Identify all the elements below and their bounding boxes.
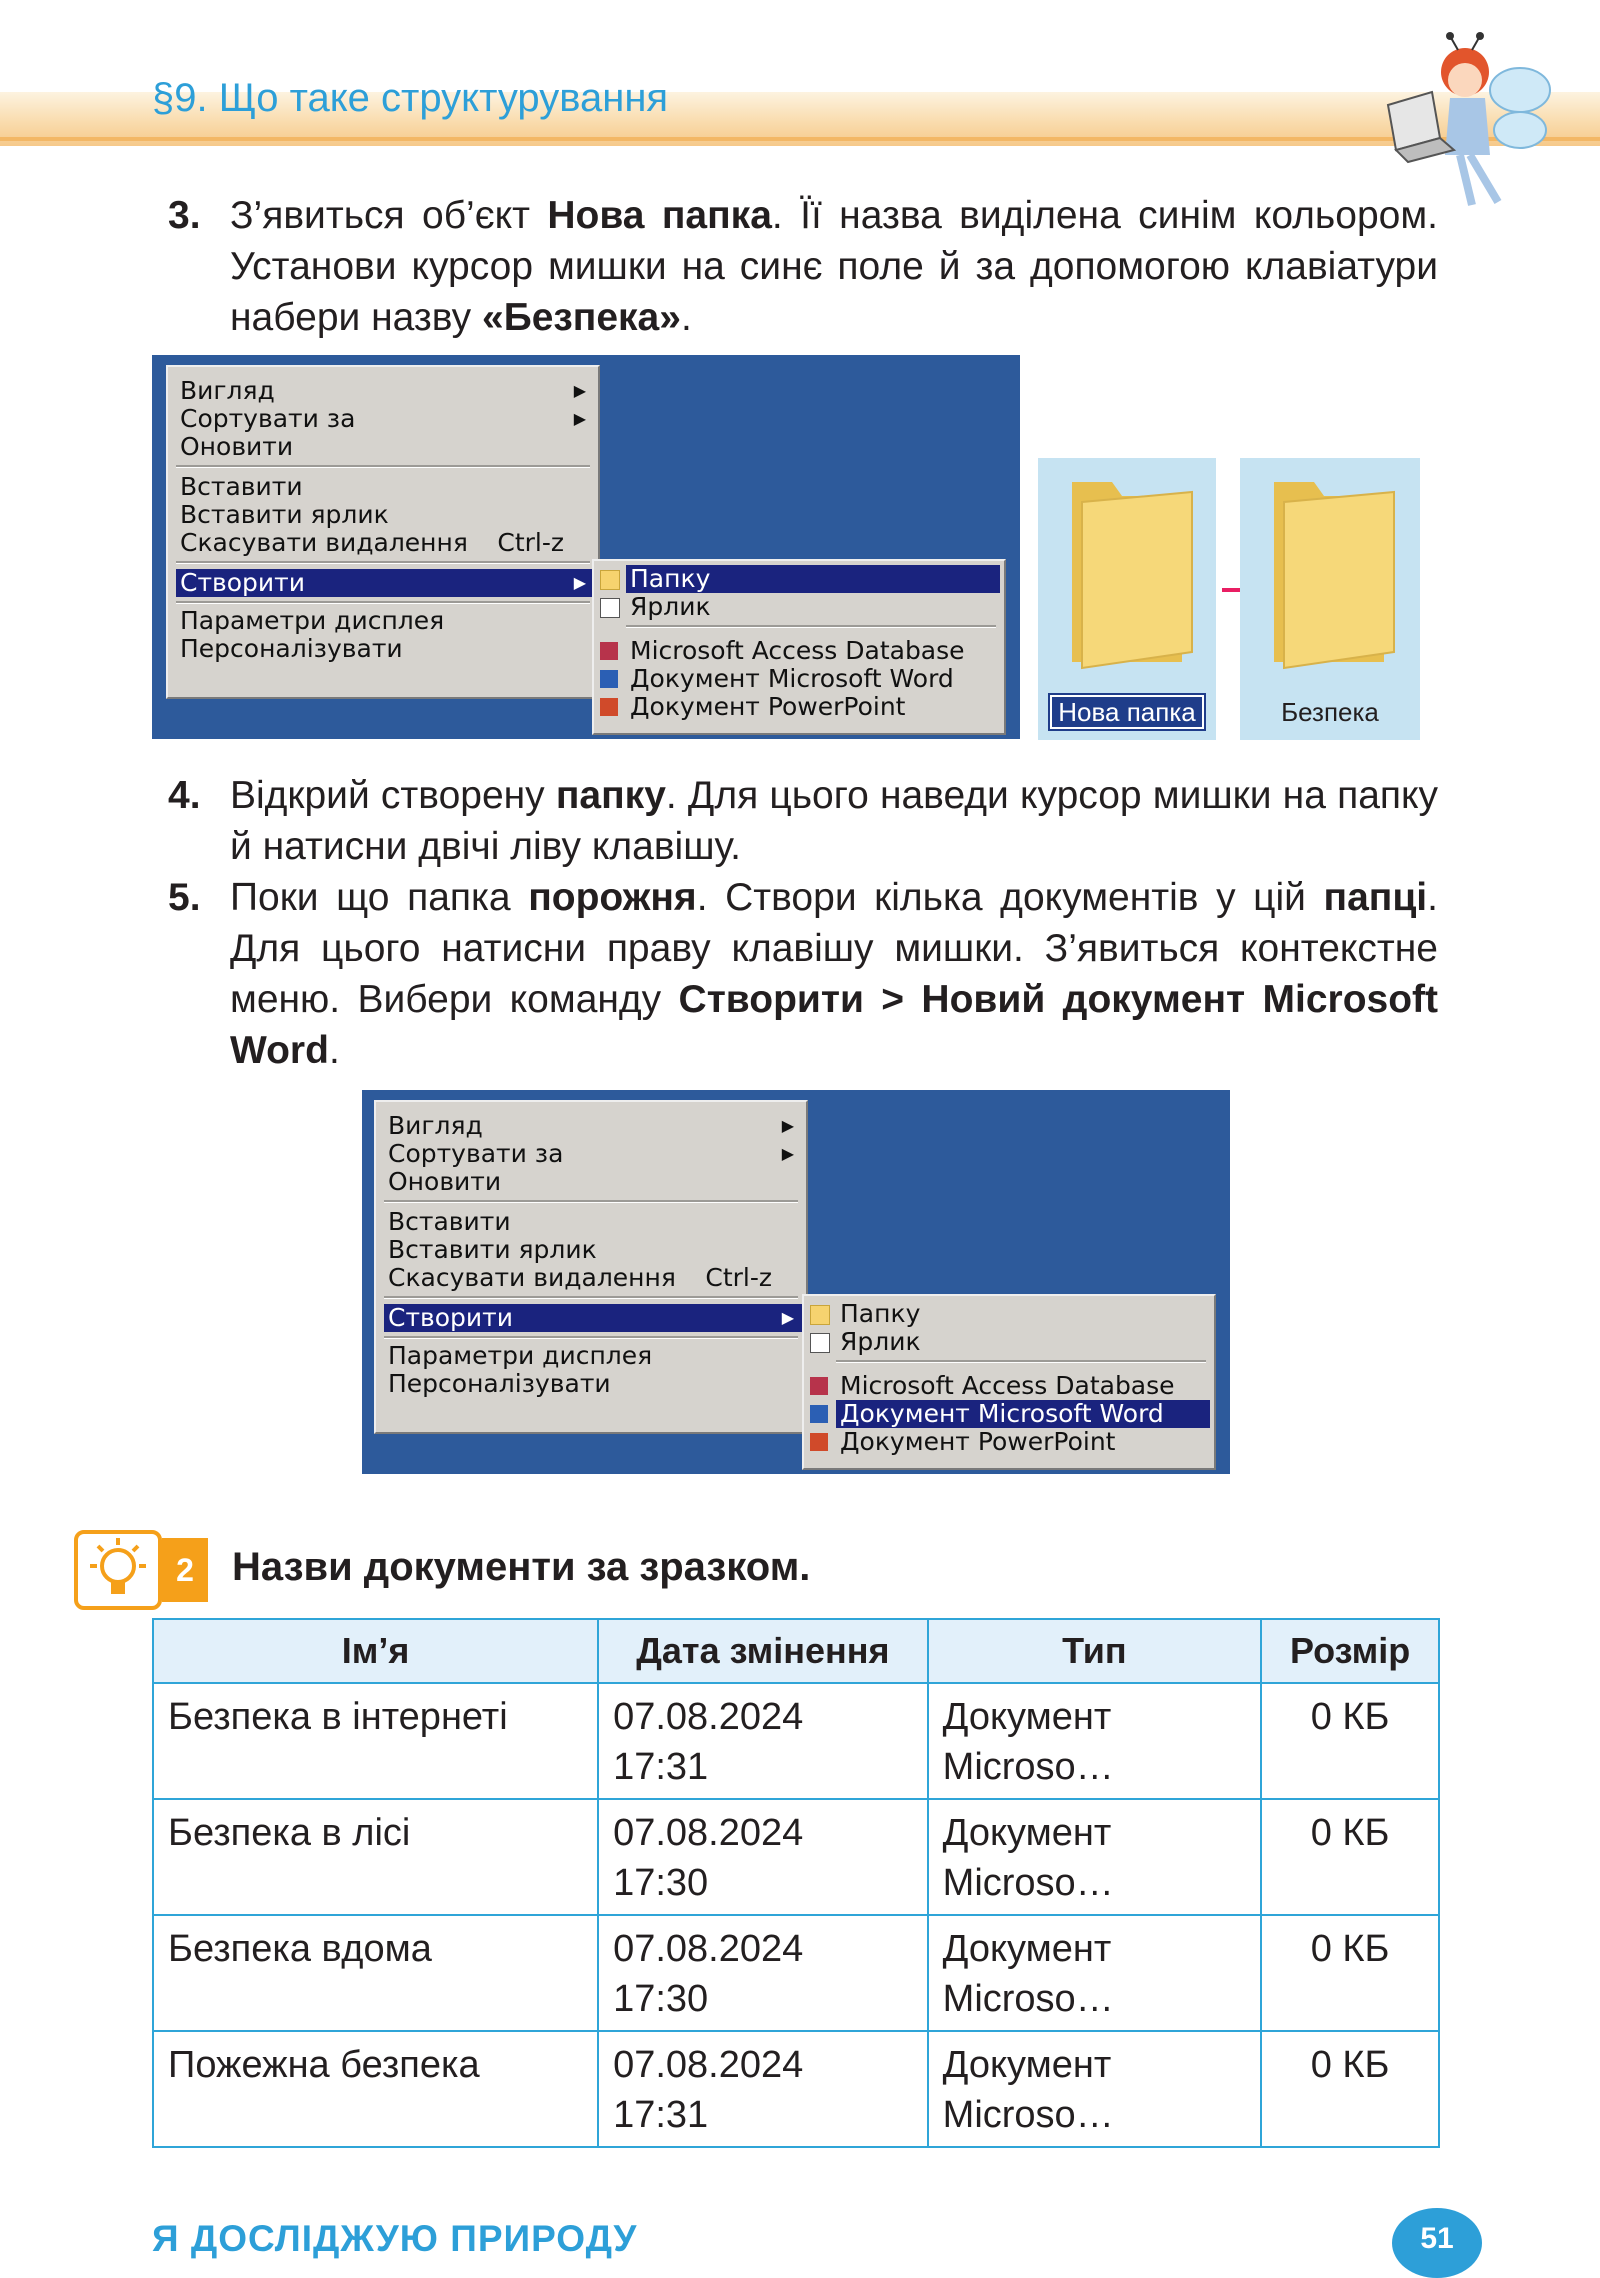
file-name: Безпека в інтернеті (153, 1683, 598, 1799)
powerpoint-icon (600, 698, 618, 716)
menu-item-display-settings[interactable]: Параметри дисплея (388, 1341, 653, 1370)
folder-icon (1052, 472, 1202, 672)
table-row[interactable] (153, 1683, 1439, 1799)
task-title: Назви документи за зразком. (232, 1545, 811, 1589)
context-menu (374, 1100, 808, 1434)
submenu-item-word-doc[interactable]: Документ Microsoft Word (626, 665, 1000, 693)
folder-icon (1254, 472, 1404, 672)
menu-separator (176, 561, 590, 564)
shortcut-icon (810, 1333, 830, 1353)
step-number: 4. (168, 774, 201, 817)
menu-item-personalize[interactable]: Персоналізувати (180, 634, 403, 663)
file-size: 0 КБ (1261, 1683, 1439, 1799)
submenu-item-powerpoint-doc[interactable]: Документ PowerPoint (626, 693, 1000, 721)
menu-item-undo-delete[interactable]: Скасувати видалення Ctrl-z (180, 528, 564, 557)
file-name: Безпека в лісі (153, 1799, 598, 1915)
menu-separator (836, 1360, 1206, 1363)
submenu-item-folder[interactable]: Папку (626, 565, 1000, 593)
submenu-item-shortcut[interactable]: Ярлик (626, 593, 1000, 621)
menu-item-refresh[interactable]: Оновити (388, 1167, 502, 1196)
menu-item-undo-delete[interactable]: Скасувати видалення Ctrl-z (388, 1263, 772, 1292)
file-date: 07.08.2024 17:30 (598, 1915, 928, 2031)
context-menu (166, 365, 600, 699)
step-text: Поки що папка порожня. Створи кілька документів у цій папці. Для цього натисни праву клавішу мишки. З’явиться контекстне меню. Вибери команду Створити > Новий документ Microsoft Word. (230, 876, 1439, 1072)
word-icon (600, 670, 618, 688)
step-3 (168, 190, 1438, 343)
desktop-screenshot-1 (152, 355, 1020, 739)
step-number: 3. (168, 194, 201, 237)
folder-name: Безпека (1281, 697, 1379, 727)
renamed-folder-tile[interactable] (1240, 458, 1420, 740)
step-text: З’явиться об’єкт Нова папка. Її назва виділена синім кольором. Установи курсор мишки на синє поле й за допомогою клавіатури набери назву «Безпека». (230, 194, 1438, 339)
table-header-row (153, 1619, 1439, 1683)
section-title: §9. Що таке структурування (152, 76, 669, 120)
menu-separator (626, 625, 996, 628)
menu-separator (384, 1296, 798, 1299)
file-date: 07.08.2024 17:31 (598, 1683, 928, 1799)
header-rule (0, 137, 1600, 141)
step-5 (168, 872, 1438, 1076)
folder-name-selected[interactable]: Нова папка (1050, 695, 1203, 729)
file-size: 0 КБ (1261, 1799, 1439, 1915)
submenu-item-access-db[interactable]: Microsoft Access Database (626, 637, 1000, 665)
folder-icon (600, 570, 620, 590)
file-type: Документ Microso… (928, 1799, 1262, 1915)
file-name: Пожежна безпека (153, 2031, 598, 2147)
shortcut-hint: Ctrl-z (705, 1263, 772, 1292)
menu-item-paste[interactable]: Вставити (388, 1207, 511, 1236)
menu-separator (176, 465, 590, 468)
submenu-arrow-icon: ▶ (781, 1116, 794, 1135)
footer-section-name: Я ДОСЛІДЖУЮ ПРИРОДУ (152, 2218, 638, 2259)
shortcut-icon (600, 598, 620, 618)
shortcut-hint: Ctrl-z (497, 528, 564, 557)
submenu-item-powerpoint-doc[interactable]: Документ PowerPoint (836, 1428, 1210, 1456)
submenu-arrow-icon: ▶ (573, 409, 586, 428)
files-table (152, 1618, 1440, 2148)
menu-item-display-settings[interactable]: Параметри дисплея (180, 606, 445, 635)
file-date: 07.08.2024 17:30 (598, 1799, 928, 1915)
submenu-arrow-icon: ▶ (781, 1308, 794, 1327)
folder-icon (810, 1305, 830, 1325)
column-header-date[interactable]: Дата змінення (598, 1619, 928, 1683)
page-number: 51 (1392, 2208, 1482, 2278)
fairy-mascot-icon (1370, 30, 1560, 210)
file-date: 07.08.2024 17:31 (598, 2031, 928, 2147)
menu-item-paste[interactable]: Вставити (180, 472, 303, 501)
table-row[interactable] (153, 1915, 1439, 2031)
column-header-type[interactable]: Тип (928, 1619, 1262, 1683)
menu-item-sort[interactable]: Сортувати за ▶ (180, 404, 586, 433)
lightbulb-icon (74, 1530, 162, 1610)
column-header-name[interactable]: Ім’я (153, 1619, 598, 1683)
file-type: Документ Microso… (928, 1683, 1262, 1799)
file-size: 0 КБ (1261, 2031, 1439, 2147)
step-text: Відкрий створену папку. Для цього наведи курсор мишки на папку й натисни двічі ліву клавішу. (230, 774, 1439, 868)
file-type: Документ Microso… (928, 2031, 1262, 2147)
word-icon (810, 1405, 828, 1423)
step-4 (168, 770, 1438, 872)
menu-item-paste-shortcut[interactable]: Вставити ярлик (180, 500, 389, 529)
desktop-screenshot-2 (362, 1090, 1230, 1474)
menu-separator (384, 1200, 798, 1203)
submenu-arrow-icon: ▶ (573, 573, 586, 592)
file-name: Безпека вдома (153, 1915, 598, 2031)
table-row[interactable] (153, 1799, 1439, 1915)
menu-item-view[interactable]: Вигляд ▶ (388, 1111, 794, 1140)
menu-item-paste-shortcut[interactable]: Вставити ярлик (388, 1235, 597, 1264)
menu-item-sort[interactable]: Сортувати за ▶ (388, 1139, 794, 1168)
create-submenu (592, 559, 1006, 735)
menu-separator (384, 1336, 798, 1339)
table-row[interactable] (153, 2031, 1439, 2147)
submenu-item-word-doc[interactable]: Документ Microsoft Word (836, 1400, 1210, 1428)
powerpoint-icon (810, 1433, 828, 1451)
menu-item-view[interactable]: Вигляд ▶ (180, 376, 586, 405)
submenu-item-access-db[interactable]: Microsoft Access Database (836, 1372, 1210, 1400)
create-submenu (802, 1294, 1216, 1470)
submenu-arrow-icon: ▶ (781, 1144, 794, 1163)
menu-item-personalize[interactable]: Персоналізувати (388, 1369, 611, 1398)
submenu-item-shortcut[interactable]: Ярлик (836, 1328, 1210, 1356)
submenu-arrow-icon: ▶ (573, 381, 586, 400)
file-size: 0 КБ (1261, 1915, 1439, 2031)
task-badge (74, 1530, 208, 1610)
task-number: 2 (162, 1538, 208, 1602)
access-icon (810, 1377, 828, 1395)
step-number: 5. (168, 876, 201, 919)
submenu-item-folder[interactable]: Папку (836, 1300, 1210, 1328)
menu-item-create[interactable]: Створити ▶ (176, 569, 594, 597)
file-type: Документ Microso… (928, 1915, 1262, 2031)
menu-separator (176, 601, 590, 604)
access-icon (600, 642, 618, 660)
menu-item-refresh[interactable]: Оновити (180, 432, 294, 461)
column-header-size[interactable]: Розмір (1261, 1619, 1439, 1683)
menu-item-create[interactable]: Створити ▶ (384, 1304, 802, 1332)
new-folder-tile[interactable] (1038, 458, 1216, 740)
